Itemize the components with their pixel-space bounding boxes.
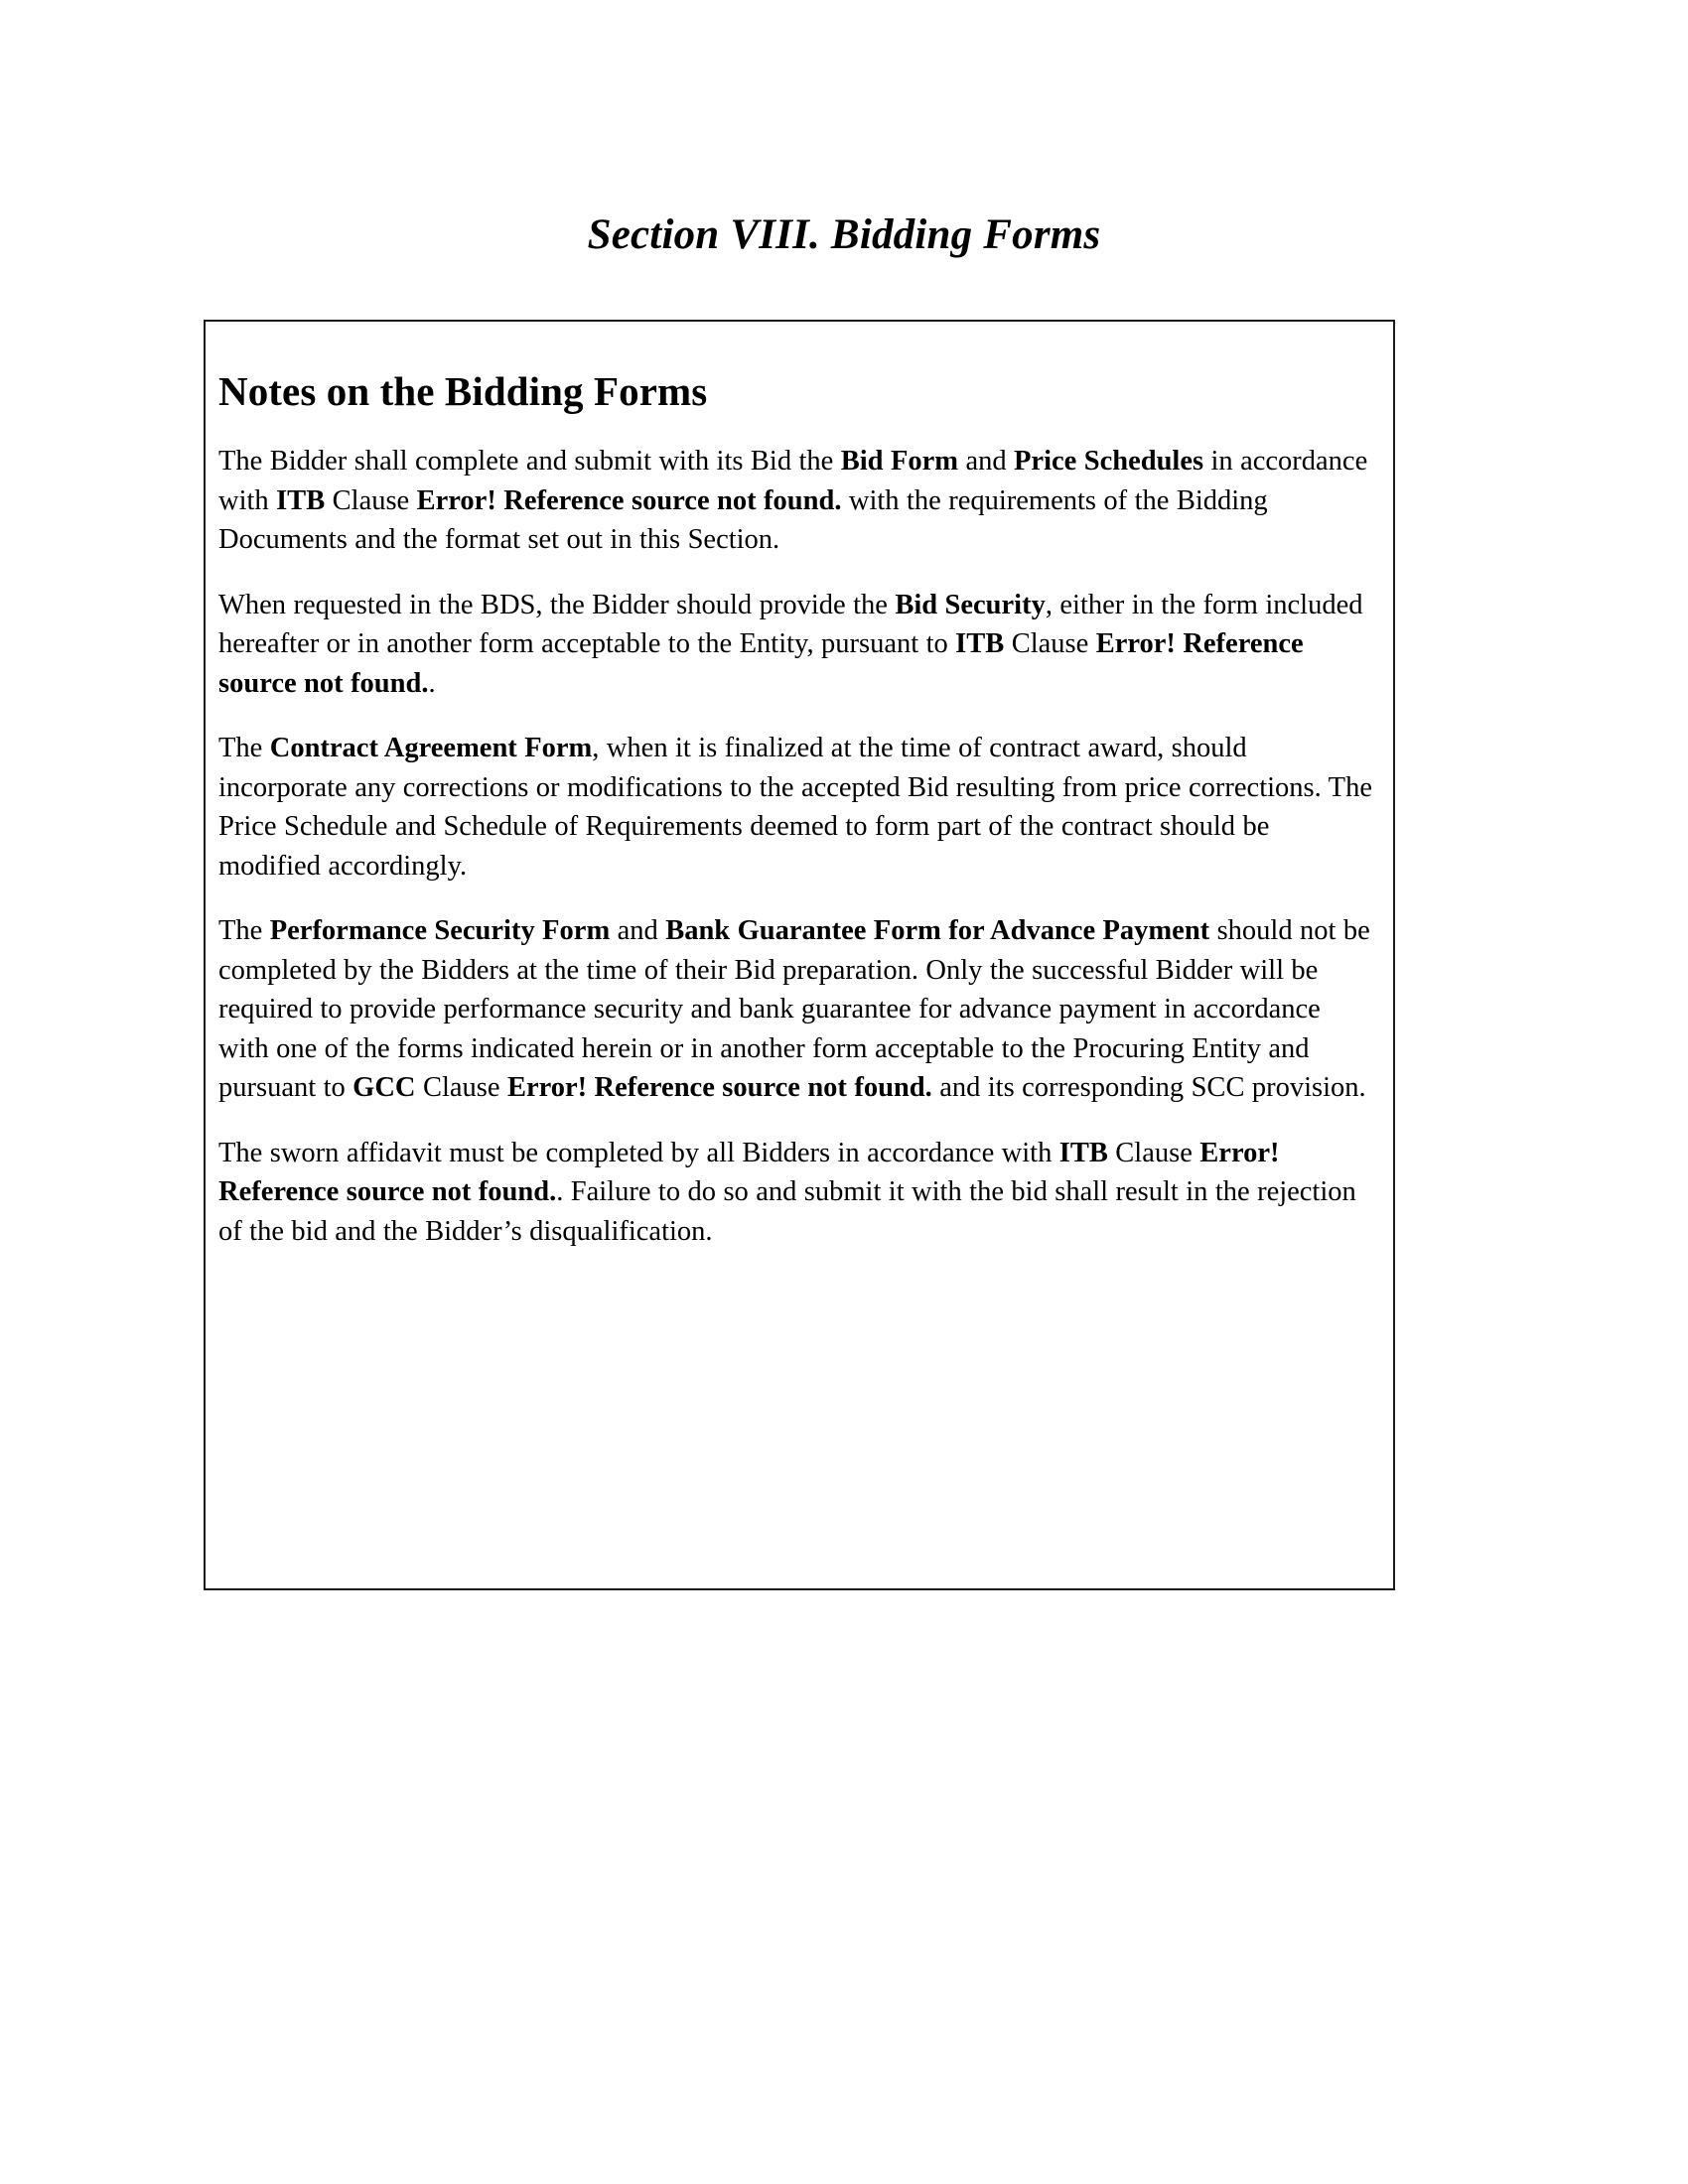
- body-text: The sworn affidavit must be completed by all Bidders in accordance with: [218, 1137, 1059, 1168]
- page-title: Section VIII. Bidding Forms: [587, 211, 1101, 258]
- emphasis-text: GCC: [352, 1072, 416, 1104]
- emphasis-text: Error! Reference source not found.: [218, 628, 1304, 699]
- emphasis-text: Price Schedules: [1014, 446, 1204, 478]
- body-text: and its corresponding SCC provision.: [931, 1072, 1366, 1104]
- body-text: should not be completed by the Bidders at the time of their Bid preparation. Only the successful Bidder will be required to provide performance security and bank guarantee for advance payment in accordance with one of the forms indicated herein or in another form acceptable to the Procuring Entity and pursuant to: [218, 915, 1370, 1104]
- emphasis-text: ITB: [276, 484, 326, 516]
- body-text: and: [958, 446, 1015, 478]
- body-text: .: [428, 667, 436, 699]
- body-text: Clause: [415, 1072, 507, 1104]
- body-text: Clause: [325, 484, 417, 516]
- emphasis-text: ITB: [955, 628, 1005, 660]
- emphasis-text: Contract Agreement Form: [269, 733, 593, 764]
- notes-paragraph-list: [218, 442, 1375, 1251]
- emphasis-text: ITB: [1058, 1137, 1108, 1168]
- body-text: Clause: [1107, 1137, 1200, 1168]
- body-text: When requested in the BDS, the Bidder should provide the: [218, 589, 896, 620]
- emphasis-text: Error! Reference source not found.: [218, 1137, 1280, 1208]
- note-paragraph-sworn-affidavit: [218, 1134, 1375, 1252]
- note-paragraph-performance-security-and-bank-guarantee: [218, 911, 1375, 1108]
- body-text: , either in the form included hereafter or in another form acceptable to the Entity, pursuant to: [218, 589, 1363, 660]
- emphasis-text: Bid Form: [840, 446, 959, 478]
- emphasis-text: Bid Security: [895, 589, 1046, 620]
- body-text: The Bidder shall complete and submit with its Bid the: [218, 446, 841, 478]
- body-text: The: [218, 733, 270, 764]
- body-text: The: [218, 915, 270, 947]
- note-paragraph-bid-form-and-price-schedules: [218, 442, 1375, 560]
- body-text: . Failure to do so and submit it with the bid shall result in the rejection of the bid and the Bidder’s disqualification.: [218, 1176, 1356, 1247]
- notes-box: [204, 320, 1395, 1590]
- notes-box-content: [206, 322, 1393, 1251]
- emphasis-text: Error! Reference source not found.: [416, 484, 842, 516]
- notes-heading: Notes on the Bidding Forms: [218, 368, 708, 414]
- note-paragraph-bid-security: [218, 586, 1375, 704]
- emphasis-text: Bank Guarantee Form for Advance Payment: [665, 915, 1210, 947]
- body-text: Clause: [1004, 628, 1096, 660]
- body-text: with the requirements of the Bidding Documents and the format set out in this Section.: [218, 484, 1268, 556]
- body-text: , when it is finalized at the time of contract award, should incorporate any corrections or modifications to the accepted Bid resulting from price corrections. The Price Schedule and Schedule of Requirements deemed to form part of the contract should be modified accordingly.: [218, 733, 1372, 882]
- note-paragraph-contract-agreement-form: [218, 729, 1375, 886]
- body-text: and: [610, 915, 666, 947]
- body-text: in accordance with: [218, 446, 1368, 516]
- emphasis-text: Error! Reference source not found.: [506, 1072, 932, 1104]
- emphasis-text: Performance Security Form: [269, 915, 611, 947]
